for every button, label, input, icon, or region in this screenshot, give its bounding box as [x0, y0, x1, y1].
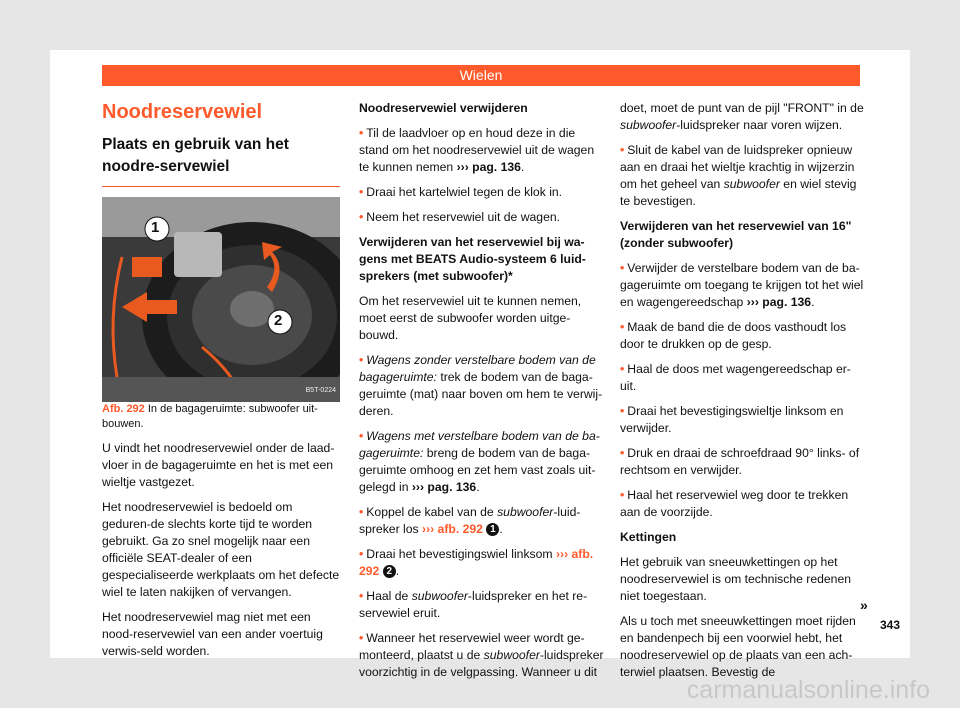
paragraph: Als u toch met sneeuwkettingen moet rijden en bandenpech bij een voorwiel hebt, het noodreservewiel op de plaats van een ach-terwiel plaatsen. Bevestig de	[620, 614, 856, 679]
paragraph: Het gebruik van sneeuwkettingen op het noodreservewiel is om technische redenen niet toegestaan.	[620, 555, 852, 603]
continue-mark: »	[860, 597, 868, 613]
heading: Verwijderen van het reservewiel bij wa-gens met BEATS Audio-systeem 6 luid-sprekers (met subwoofer)*	[359, 235, 586, 283]
bullet-icon: •	[620, 143, 625, 157]
list-item: • Draai het bevestigingswiel linksom ››› afb. 292 2 .	[359, 547, 594, 578]
bullet-icon: •	[620, 404, 625, 418]
bullet-icon: •	[359, 505, 364, 519]
bullet-icon: •	[359, 210, 364, 224]
callout-2-label: 2	[274, 312, 283, 329]
callout-number-badge: 1	[486, 523, 499, 536]
page-ref-link[interactable]: ››› pag. 136	[411, 480, 477, 494]
figure-caption	[102, 402, 340, 432]
bullet-icon: •	[620, 261, 625, 275]
bullet-icon: •	[359, 429, 364, 443]
bullet-icon: •	[359, 126, 364, 140]
heading: Verwijderen van het reservewiel van 16" (zonder subwoofer)	[620, 219, 852, 250]
page-ref-link[interactable]: ››› pag. 136	[456, 160, 521, 174]
paragraph: doet, moet de punt van de pijl "FRONT" in de subwoofer-luidspreker naar voren wijzen.	[620, 101, 864, 132]
list-item: • Neem het reservewiel uit de wagen.	[359, 210, 561, 224]
list-item: • Draai het bevestigingswieltje linksom en verwijder.	[620, 404, 844, 435]
bullet-icon: •	[359, 353, 364, 367]
list-item: • Draai het kartelwiel tegen de klok in.	[359, 185, 563, 199]
heading: Noodreservewiel verwijderen	[359, 101, 528, 115]
figure-subwoofer-photo	[102, 197, 340, 402]
bullet-icon: •	[359, 589, 364, 603]
paragraph: Het noodreservewiel mag niet met een nood-reservewiel van een ander voertuig verwis-seld worden.	[102, 610, 323, 658]
heading: Kettingen	[620, 530, 677, 544]
section-header-bar: Wielen	[102, 65, 860, 86]
manual-page	[50, 50, 910, 679]
list-item: • Maak de band die de doos vasthoudt los door te drukken op de gesp.	[620, 320, 847, 351]
bullet-icon: •	[620, 488, 625, 502]
bullet-icon: •	[620, 446, 625, 460]
list-item: • Sluit de kabel van de luidspreker opnieuw aan en draai het wieltje krachtig in wijzerzin om het geheel van subwoofer en wiel stevig te bevestigen.	[620, 143, 857, 208]
list-item: • Wanneer het reservewiel weer wordt ge-monteerd, plaatst u de subwoofer-luidspreker voorzichtig in de velgpassing. Wanneer u dit	[359, 631, 604, 679]
divider	[102, 186, 340, 187]
callout-1-label: 1	[151, 219, 160, 236]
bullet-icon: •	[359, 185, 364, 199]
page-ref-link[interactable]: ››› pag. 136	[746, 295, 812, 309]
figure-code: B5T-0224	[305, 387, 336, 394]
list-item: • Haal het reservewiel weg door te trekken aan de voorzijde.	[620, 488, 849, 519]
watermark: carmanualsonline.info	[686, 676, 930, 704]
page-title: Noodreservewiel	[102, 101, 263, 123]
column-left	[102, 100, 340, 668]
list-item: • Wagens zonder verstelbare bodem van de bagageruimte: trek de bodem van de baga-geruimte (mat) naar boven om hem te verwij-deren.	[359, 353, 603, 418]
list-item: • Druk en draai de schroefdraad 90° links- of rechtsom en verwijder.	[620, 446, 860, 477]
bullet-icon: •	[620, 320, 625, 334]
callout-number-badge: 2	[383, 565, 396, 578]
list-item: • Koppel de kabel van de subwoofer-luid-spreker los ››› afb. 292 1 .	[359, 505, 581, 536]
column-right	[620, 100, 866, 689]
figure-ref-link[interactable]: ››› afb. 292	[422, 522, 483, 536]
bullet-icon: •	[359, 547, 364, 561]
paragraph: Om het reservewiel uit te kunnen nemen, moet eerst de subwoofer worden uitge-bouwd.	[359, 294, 582, 342]
paragraph: Het noodreservewiel is bedoeld om geduren-de slechts korte tijd te worden gebruikt. Ga zo snel mogelijk naar een officiële SEAT-dealer of een gespecialiseerde werkplaats om het defecte wiel te laten nakijken of vervangen.	[102, 500, 340, 599]
list-item: • Til de laadvloer op en houd deze in die stand om het noodreservewiel uit de wagen te kunnen nemen ››› pag. 136.	[359, 126, 595, 174]
list-item: • Haal de subwoofer-luidspreker en het re-servewiel eruit.	[359, 589, 588, 620]
list-item: • Verwijder de verstelbare bodem van de ba-gageruimte om toegang te krijgen tot het wiel en wagengereedschap ››› pag. 136.	[620, 261, 864, 309]
page-number: 343	[880, 618, 901, 632]
bullet-icon: •	[620, 362, 625, 376]
column-middle	[359, 100, 604, 689]
section-subtitle: Plaats en gebruik van het noodre-servewiel	[102, 136, 289, 175]
figure-caption-text: In de bagageruimte: subwoofer uit-bouwen.	[102, 403, 318, 430]
subwoofer-illustration	[102, 197, 340, 402]
list-item: • Haal de doos met wagengereedschap er-uit.	[620, 362, 851, 393]
figure-label: Afb. 292	[102, 403, 145, 415]
bullet-icon: •	[359, 631, 364, 645]
list-item: • Wagens met verstelbare bodem van de ba-gageruimte: breng de bodem van de baga-geruimte omhoog en zet hem vast zoals uit-gelegd in ››› pag. 136.	[359, 429, 600, 494]
paragraph: U vindt het noodreservewiel onder de laad-vloer in de bagageruimte en het is met een wieltje vastgezet.	[102, 441, 335, 489]
figure-ref-link[interactable]: ››› afb. 292	[359, 547, 594, 578]
